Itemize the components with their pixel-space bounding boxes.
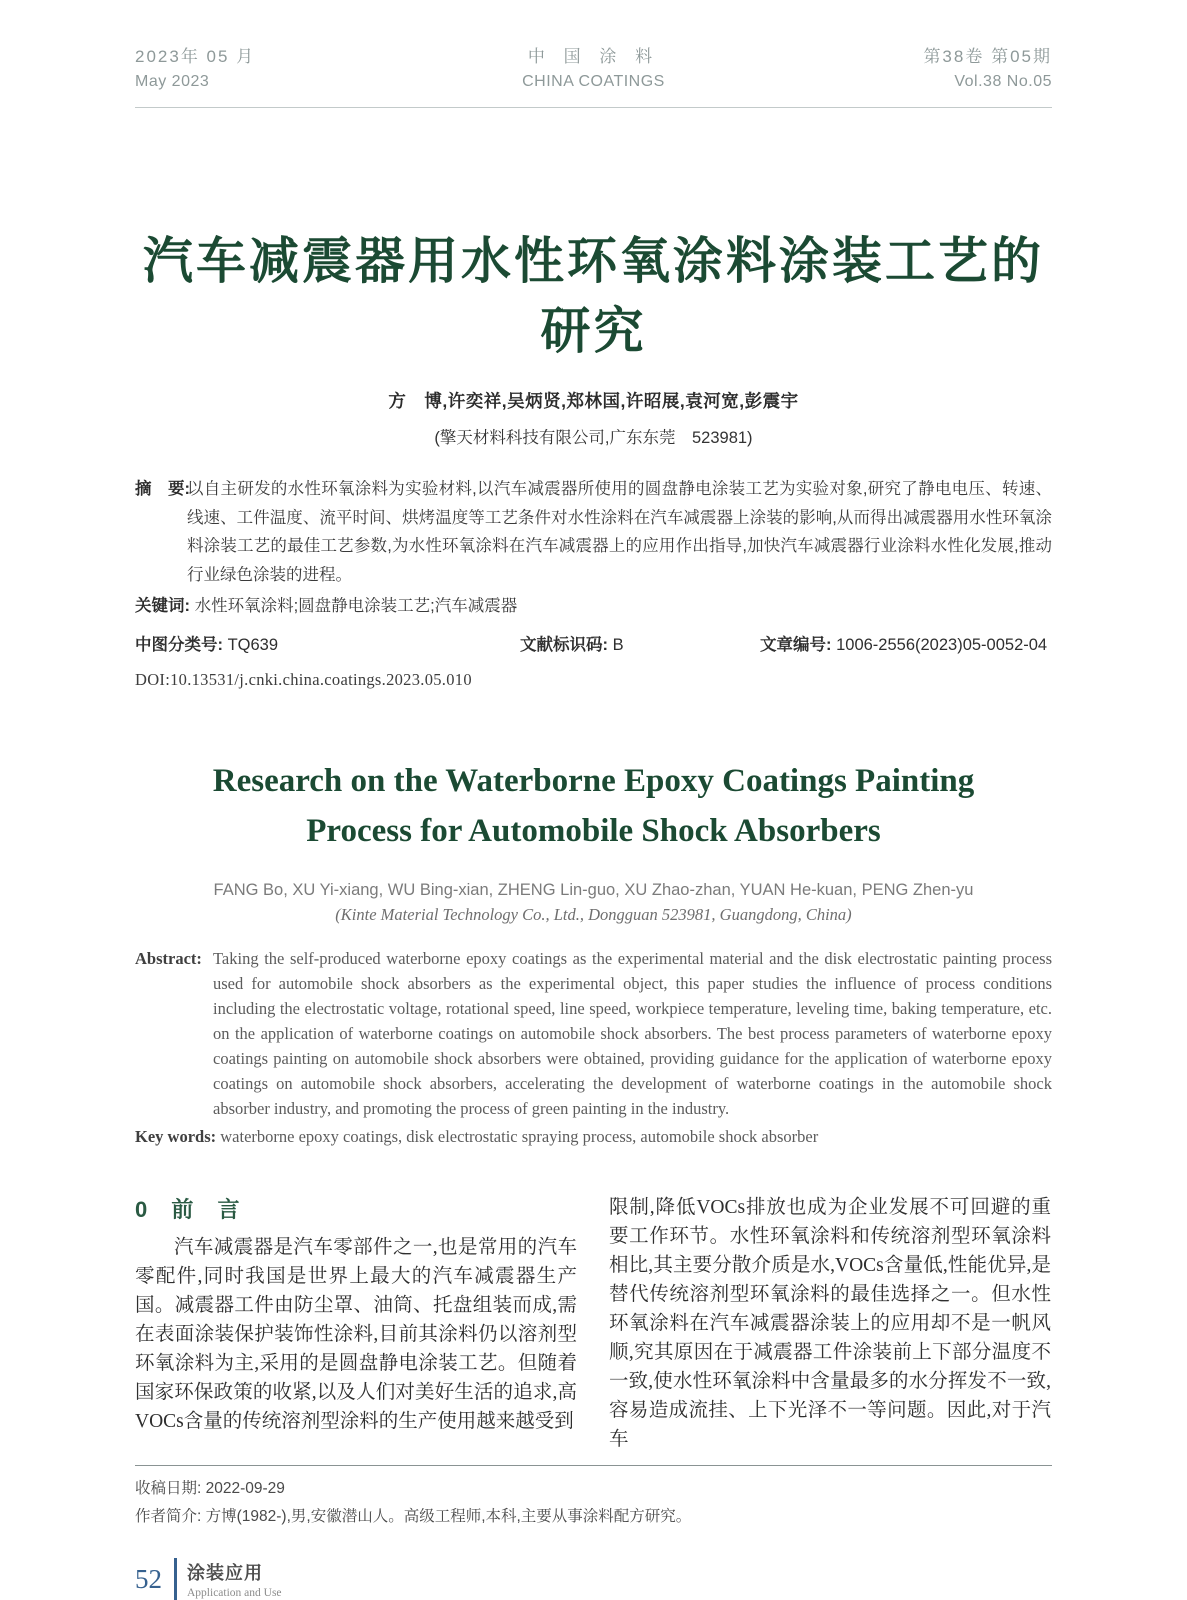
keywords-en xyxy=(135,1124,1052,1149)
article-title-zh xyxy=(135,226,1052,366)
body-text-left: 汽车减震器是汽车零部件之一,也是常用的汽车零配件,同时我国是世界上最大的汽车减震器生产国。减震器工件由防尘罩、油筒、托盘组装而成,需在表面涂装保护装饰性涂料,目前其涂料仍以溶剂型环氧涂料为主,采用的是圆盘静电涂装工艺。但随着国家环保政策的收紧,以及人们对美好生活的追求,高VOCs含量的传统溶剂型涂料的生产使用越来越受到 xyxy=(135,1237,577,1432)
document-code xyxy=(520,631,760,655)
received-date: 收稿日期: 2022-09-29 xyxy=(135,1480,285,1497)
affiliation-en: (Kinte Material Technology Co., Ltd., Dongguan 523981, Guangdong, China) xyxy=(335,905,852,924)
header-date xyxy=(135,44,438,94)
article-title-zh-line2: 研究 xyxy=(540,303,647,359)
keywords-zh-text: 水性环氧涂料;圆盘静电涂装工艺;汽车减震器 xyxy=(194,597,518,615)
document-code-label: 文献标识码: xyxy=(520,636,608,654)
page-number: 52 xyxy=(135,1563,162,1594)
article-title-en xyxy=(135,756,1052,856)
clc-number xyxy=(135,631,520,655)
footer-section xyxy=(187,1559,282,1599)
article-title-en-line1: Research on the Waterborne Epoxy Coatings Painting xyxy=(212,763,975,799)
header-journal-name xyxy=(438,44,750,94)
keywords-zh xyxy=(135,592,1052,620)
abstract-zh-text: 以自主研发的水性环氧涂料为实验材料,以汽车减震器所使用的圆盘静电涂装工艺为实验对象,研究了静电电压、转速、线速、工件温度、流平时间、烘烤温度等工艺条件对水性涂料在汽车减震器上涂装的影响,从而得出减震器用水性环氧涂料涂装工艺的最佳工艺参数,为水性环氧涂料在汽车减震器上的应用作出指导,加快汽车减震器行业涂料水性化发展,推动行业绿色涂装的进程。 xyxy=(187,480,1052,584)
article-title-en-line2: Process for Automobile Shock Absorbers xyxy=(306,813,881,849)
header-date-zh: 2023年 05 月 xyxy=(135,47,256,66)
keywords-en-label: Key words: xyxy=(135,1127,217,1146)
abstract-zh-label: 摘 要: xyxy=(135,480,190,498)
affiliation-zh: (擎天材料科技有限公司,广东东莞 523981) xyxy=(434,429,753,447)
footer-section-en: Application and Use xyxy=(187,1587,282,1599)
body-text-right: 限制,降低VOCs排放也成为企业发展不可回避的重要工作环节。水性环氧涂料和传统溶剂型环氧涂料相比,其主要分散介质是水,VOCs含量低,性能优异,是替代传统溶剂型环氧涂料的最佳选择之一。但水性环氧涂料在汽车减震器涂装上的应用却不是一帆风顺,究其原因在于减震器工件涂装前上下部分温度不一致,使水性环氧涂料中含量最多的水分挥发不一致,容易造成流挂、上下光泽不一等问题。因此,对于汽车 xyxy=(609,1197,1051,1450)
author-bio: 作者简介: 方博(1982-),男,安徽潜山人。高级工程师,本科,主要从事涂料配方研究。 xyxy=(135,1508,692,1525)
doi: DOI:10.13531/j.cnki.china.coatings.2023.05.010 xyxy=(135,670,472,689)
body-column-right xyxy=(609,1193,1051,1454)
issue-en: Vol.38 No.05 xyxy=(954,73,1052,90)
journal-name-zh: 中 国 涂 料 xyxy=(527,47,660,66)
article-number xyxy=(760,631,1052,655)
clc-label: 中图分类号: xyxy=(135,636,223,654)
abstract-zh xyxy=(135,475,1052,589)
journal-header xyxy=(135,44,1052,108)
section-heading-intro: 0 前 言 xyxy=(135,1197,242,1222)
footer-divider-bar xyxy=(174,1558,177,1600)
article-title-zh-line1: 汽车减震器用水性环氧涂料涂装工艺的 xyxy=(143,233,1044,289)
footnote xyxy=(135,1465,1052,1531)
article-number-label: 文章编号: xyxy=(760,636,832,654)
page-footer xyxy=(135,1558,1052,1600)
authors-zh: 方 博,许奕祥,吴炳贤,郑林国,许昭展,袁河宽,彭震宇 xyxy=(388,391,799,411)
issue-zh: 第38卷 第05期 xyxy=(923,47,1052,66)
abstract-en xyxy=(135,946,1052,1121)
keywords-en-text: waterborne epoxy coatings, disk electrostatic spraying process, automobile shock absorber xyxy=(220,1127,819,1146)
journal-name-en: CHINA COATINGS xyxy=(522,73,665,90)
header-issue xyxy=(749,44,1052,94)
body-column-left xyxy=(135,1193,577,1454)
abstract-en-label: Abstract: xyxy=(135,949,202,968)
article-number-value: 1006-2556(2023)05-0052-04 xyxy=(836,636,1048,654)
header-date-en: May 2023 xyxy=(135,73,210,90)
clc-value: TQ639 xyxy=(227,636,279,654)
footer-section-zh: 涂装应用 xyxy=(187,1563,263,1583)
classification-row xyxy=(135,631,1052,655)
body-columns xyxy=(135,1193,1052,1454)
authors-en: FANG Bo, XU Yi-xiang, WU Bing-xian, ZHENG Lin-guo, XU Zhao-zhan, YUAN He-kuan, PENG Zhen-yu xyxy=(213,881,974,899)
abstract-en-text: Taking the self-produced waterborne epoxy coatings as the experimental material and the disk electrostatic painting process used for automobile shock absorbers as the experimental object, this paper studies the influence of process conditions including the electrostatic voltage, rotational speed, line speed, workpiece temperature, leveling time, baking temperature, etc. on the application of waterborne coatings on automobile shock absorbers. The best process parameters of waterborne epoxy coatings painting on automobile shock absorbers were obtained, providing guidance for the application of waterborne epoxy coatings on automobile shock absorbers, accelerating the development of waterborne coatings in the automobile shock absorber industry, and promoting the process of green painting in the industry. xyxy=(213,949,1052,1118)
document-code-value: B xyxy=(612,636,624,654)
keywords-zh-label: 关键词: xyxy=(135,597,190,615)
